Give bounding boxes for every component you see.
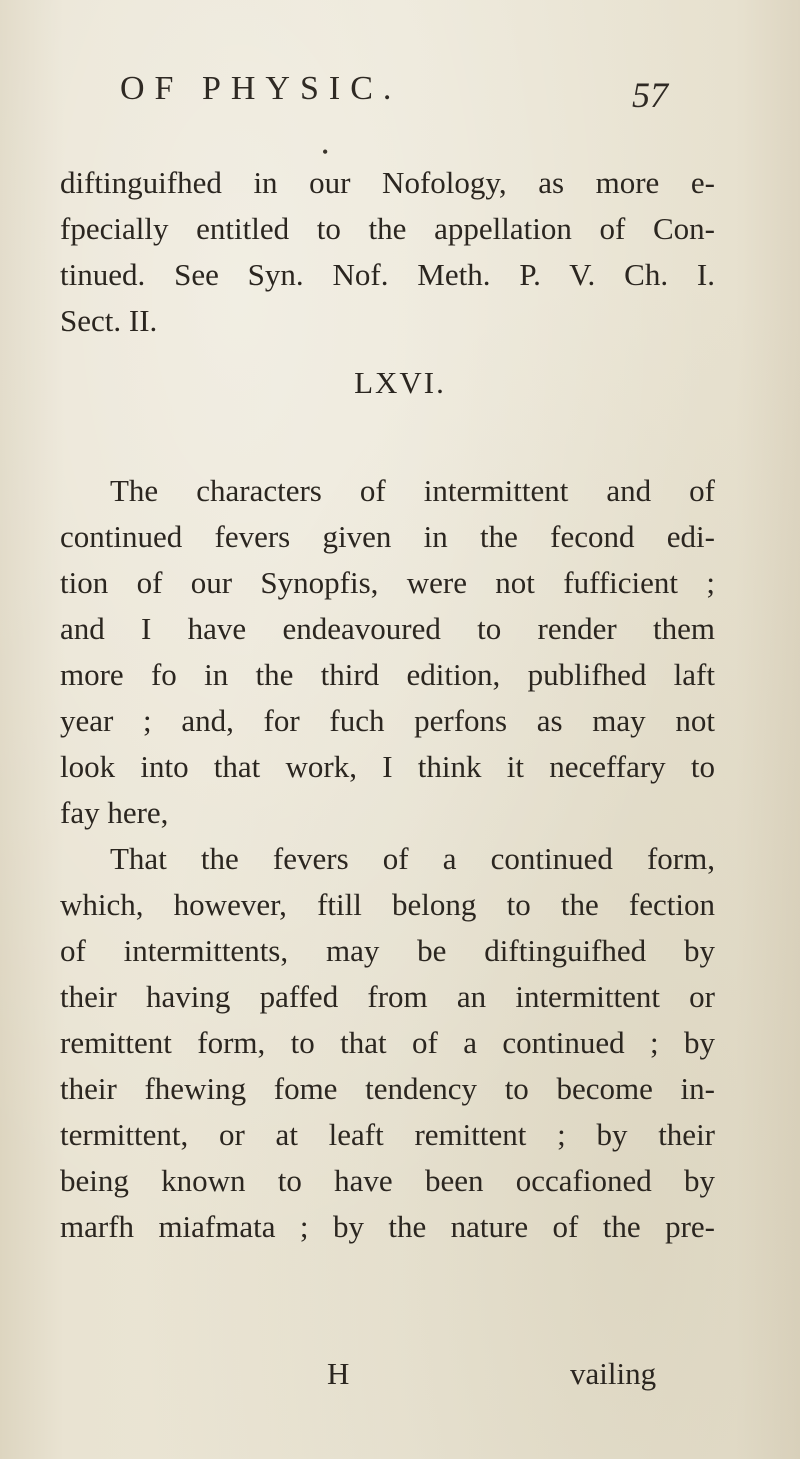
text-line: termittent, or at leaft remittent ; by their: [60, 1117, 715, 1152]
text-line: That the fevers of a continued form,: [110, 841, 715, 876]
page-footer: [0, 1356, 800, 1406]
running-head: [0, 70, 800, 120]
section-number: LXVI.: [354, 365, 446, 400]
text-line: their fhewing fome tendency to become in-: [60, 1071, 715, 1106]
text-line: The characters of intermittent and of: [110, 473, 715, 508]
text-line: continued fevers given in the fecond edi-: [60, 519, 715, 554]
signature-mark: H: [327, 1356, 350, 1391]
text-line: being known to have been occafioned by: [60, 1163, 715, 1198]
text-line: tinued. See Syn. Nof. Meth. P. V. Ch. I.: [60, 257, 715, 292]
text-line: year ; and, for fuch perfons as may not: [60, 703, 715, 738]
text-line: tion of our Synopfis, were not fufficient ;: [60, 565, 715, 600]
ornament-mark: •: [322, 142, 329, 162]
text-line: Sect. II.: [60, 303, 158, 338]
text-line: fay here,: [60, 795, 169, 830]
text-line: look into that work, I think it neceffary to: [60, 749, 715, 784]
catchword: vailing: [570, 1356, 657, 1391]
running-title: OF PHYSIC.: [120, 70, 402, 107]
text-line: which, however, ftill belong to the fection: [60, 887, 715, 922]
text-line: fpecially entitled to the appellation of Con-: [60, 211, 715, 246]
text-line: and I have endeavoured to render them: [60, 611, 715, 646]
section-body: [60, 468, 715, 1250]
page-number: 57: [632, 75, 668, 115]
paragraph-continuation: [60, 160, 715, 344]
text-line: remittent form, to that of a continued ; by: [60, 1025, 715, 1060]
text-line: more fo in the third edition, publifhed laft: [60, 657, 715, 692]
text-line: of intermittents, may be diftinguifhed by: [60, 933, 715, 968]
text-line: marfh miafmata ; by the nature of the pre-: [60, 1209, 715, 1244]
text-line: their having paffed from an intermittent or: [60, 979, 715, 1014]
text-line: diftinguifhed in our Nofology, as more e-: [60, 165, 715, 200]
